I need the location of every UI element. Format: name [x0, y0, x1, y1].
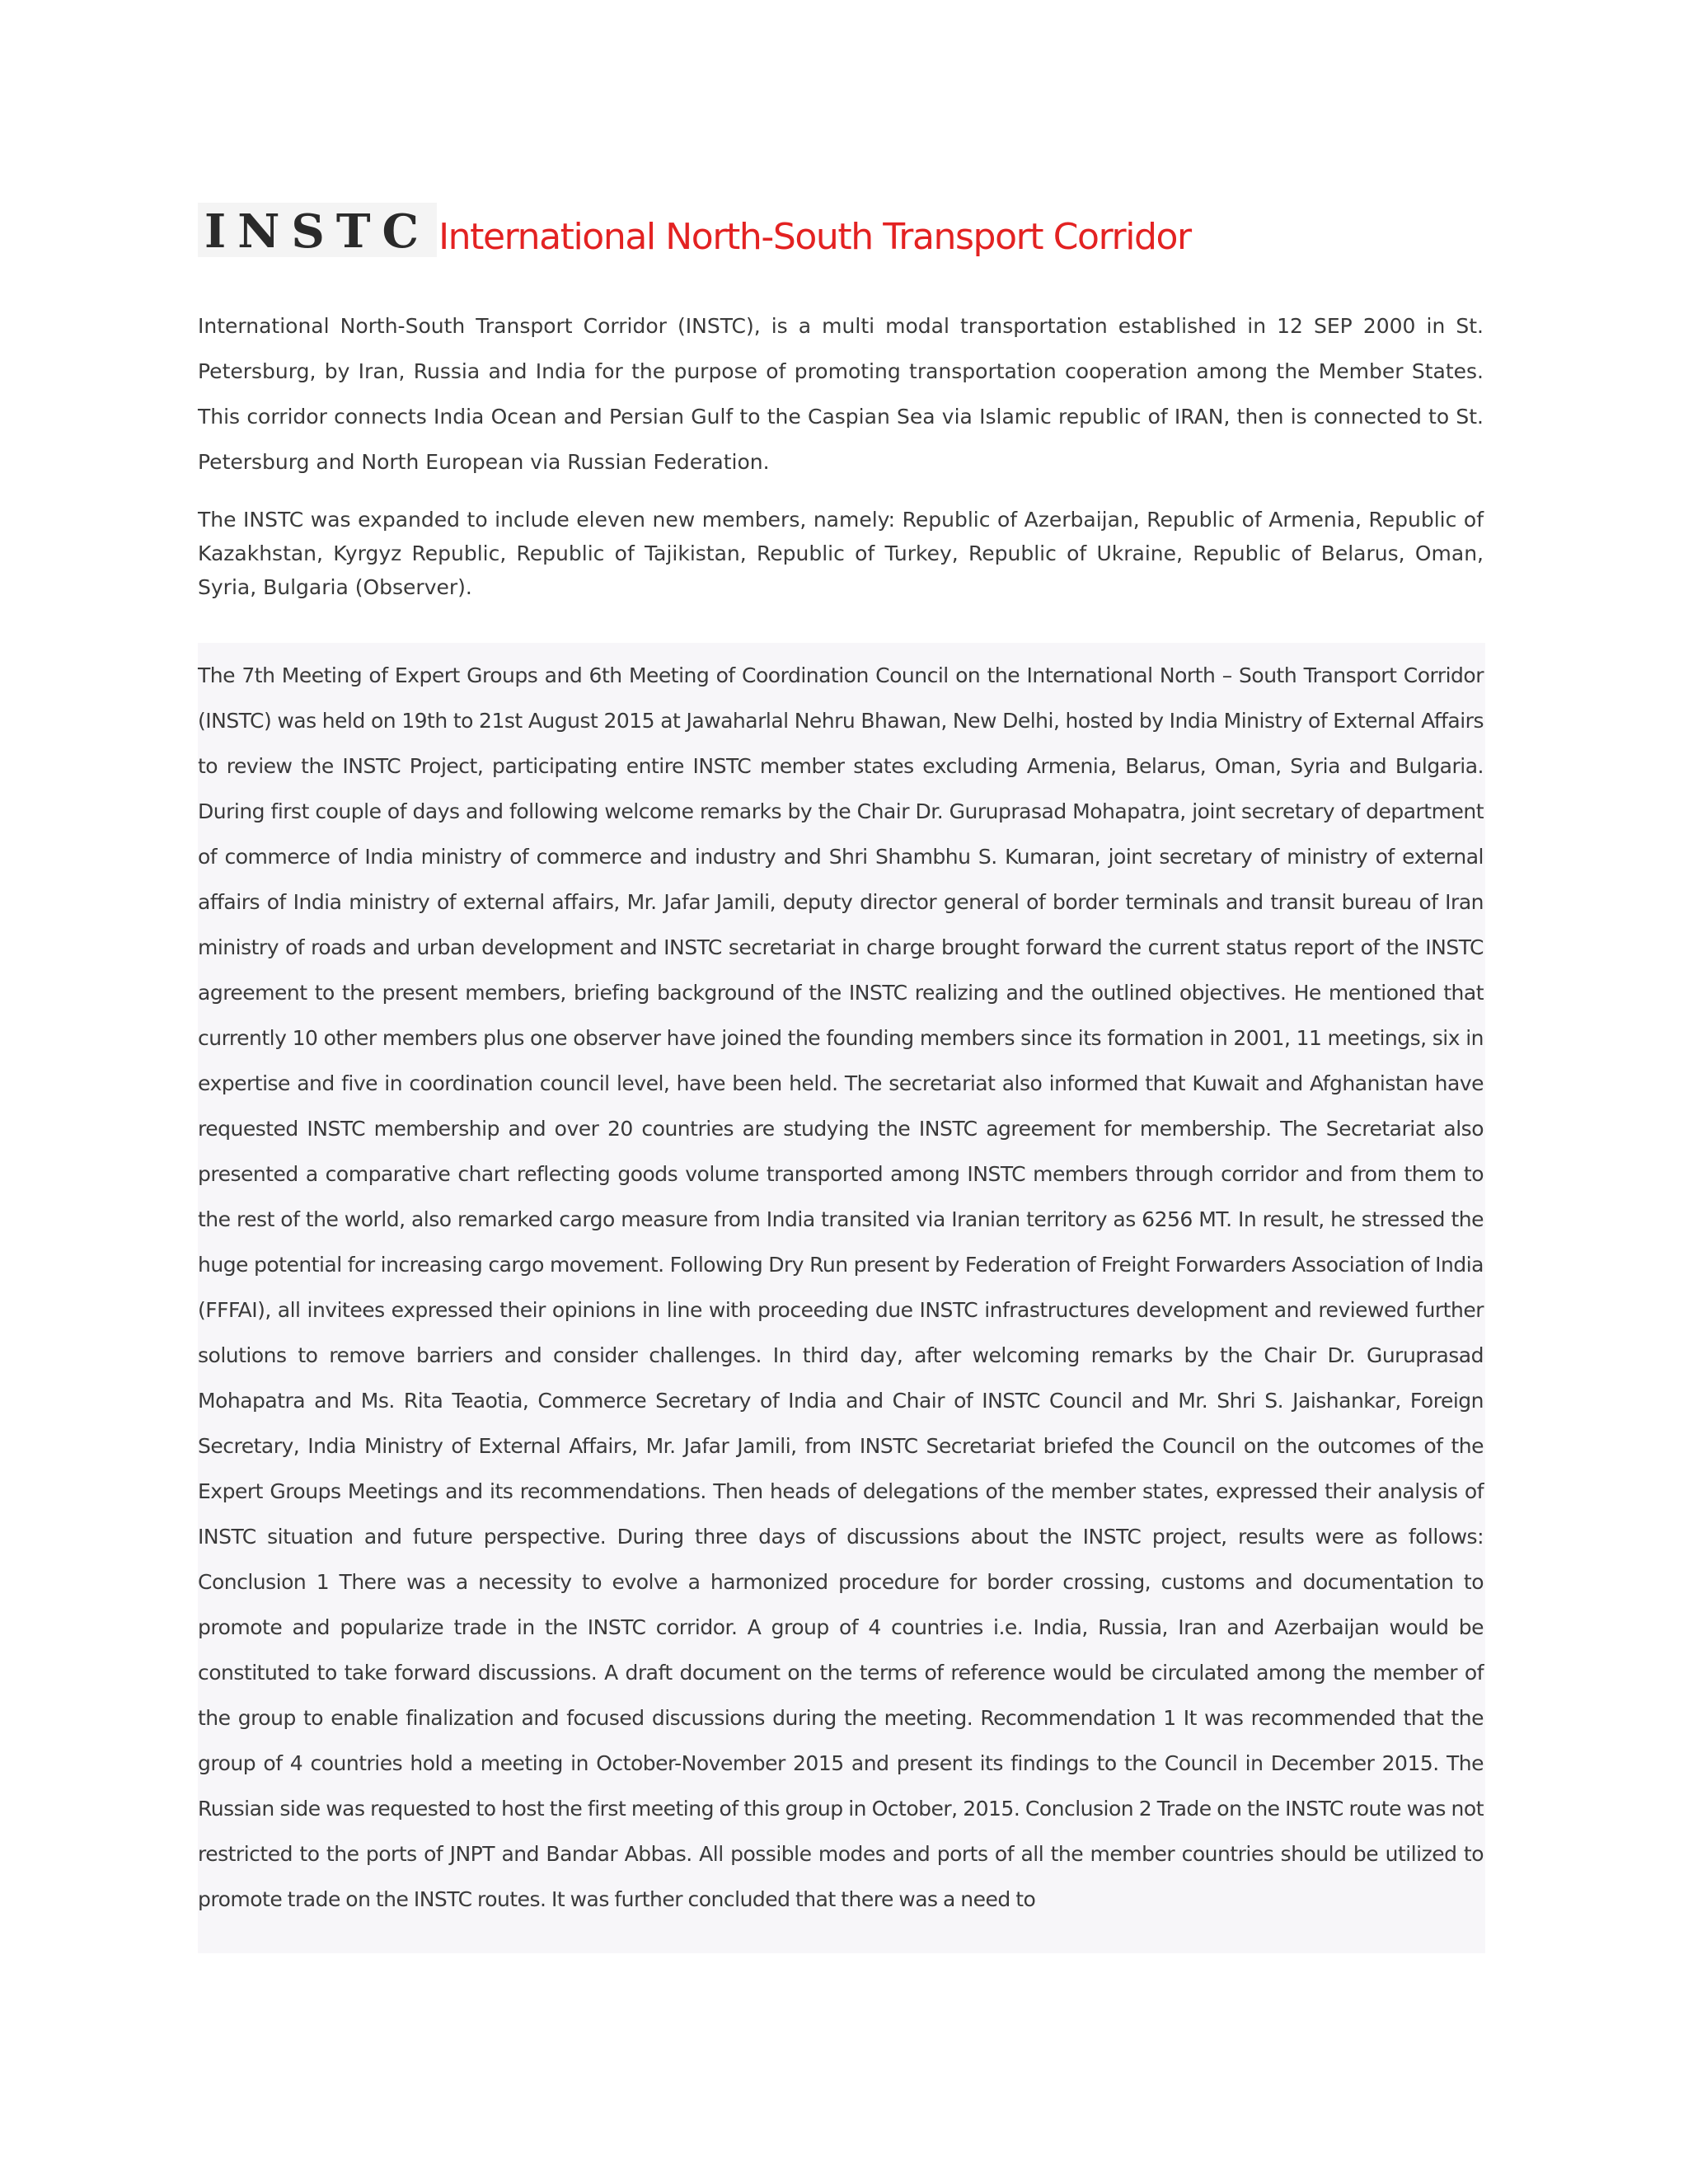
- intro-paragraph: International North-South Transport Corridor (INSTC), is a multi modal transportation established in 12 SEP 2000 in St. Petersburg, by Iran, Russia and India for the purpose of promoting transportation cooperation among the Member States. This corridor connects India Ocean and Persian Gulf to the Caspian Sea via Islamic republic of IRAN, then is connected to St. Petersburg and North European via Russian Federation.: [198, 314, 1484, 474]
- document-header: [198, 191, 1191, 257]
- page-title: International North-South Transport Corridor: [438, 216, 1191, 258]
- instc-logo: INSTC: [198, 203, 437, 257]
- meeting-paragraph: The 7th Meeting of Expert Groups and 6th Meeting of Coordination Council on the International North – South Transport Corridor (INSTC) was held on 19th to 21st August 2015 at Jawaharlal Nehru Bhawan, New Delhi, hosted by India Ministry of External Affairs to review the INSTC Project, participating entire INSTC member states excluding Armenia, Belarus, Oman, Syria and Bulgaria. During first couple of days and following welcome remarks by the Chair Dr. Guruprasad Mohapatra, joint secretary of department of commerce of India ministry of commerce and industry and Shri Shambhu S. Kumaran, joint secretary of ministry of external affairs of India ministry of external affairs, Mr. Jafar Jamili, deputy director general of border terminals and transit bureau of Iran ministry of roads and urban development and INSTC secretariat in charge brought forward the current status report of the INSTC agreement to the present members, briefing background of the INSTC realizing and the outlined objectives. He mentioned that currently 10 other members plus one observer have joined the founding members since its formation in 2001, 11 meetings, six in expertise and five in coordination council level, have been held. The secretariat also informed that Kuwait and Afghanistan have requested INSTC membership and over 20 countries are studying the INSTC agreement for membership. The Secretariat also presented a comparative chart reflecting goods volume transported among INSTC members through corridor and from them to the rest of the world, also remarked cargo measure from India transited via Iranian territory as 6256 MT. In result, he stressed the huge potential for increasing cargo movement. Following Dry Run present by Federation of Freight Forwarders Association of India (FFFAI), all invitees expressed their opinions in line with proceeding due INSTC infrastructures development and reviewed further solutions to remove barriers and consider challenges. In third day, after welcoming remarks by the Chair Dr. Guruprasad Mohapatra and Ms. Rita Teaotia, Commerce Secretary of India and Chair of INSTC Council and Mr. Shri S. Jaishankar, Foreign Secretary, India Ministry of External Affairs, Mr. Jafar Jamili, from INSTC Secretariat briefed the Council on the outcomes of the Expert Groups Meetings and its recommendations. Then heads of delegations of the member states, expressed their analysis of INSTC situation and future perspective. During three days of discussions about the INSTC project, results were as follows: Conclusion 1 There was a necessity to evolve a harmonized procedure for border crossing, customs and documentation to promote and popularize trade in the INSTC corridor. A group of 4 countries i.e. India, Russia, Iran and Azerbaijan would be constituted to take forward discussions. A draft document on the terms of reference would be circulated among the member of the group to enable finalization and focused discussions during the meeting. Recommendation 1 It was recommended that the group of 4 countries hold a meeting in October-November 2015 and present its findings to the Council in December 2015. The Russian side was requested to host the first meeting of this group in October, 2015. Conclusion 2 Trade on the INSTC route was not restricted to the ports of JNPT and Bandar Abbas. All possible modes and ports of all the member countries should be utilized to promote trade on the INSTC routes. It was further concluded that there was a need to: [198, 663, 1484, 1911]
- members-paragraph: The INSTC was expanded to include eleven new members, namely: Republic of Azerbaijan, Republic of Armenia, Republic of Kazakhstan, Kyrgyz Republic, Republic of Tajikistan, Republic of Turkey, Republic of Ukraine, Republic of Belarus, Oman, Syria, Bulgaria (Observer).: [198, 508, 1484, 599]
